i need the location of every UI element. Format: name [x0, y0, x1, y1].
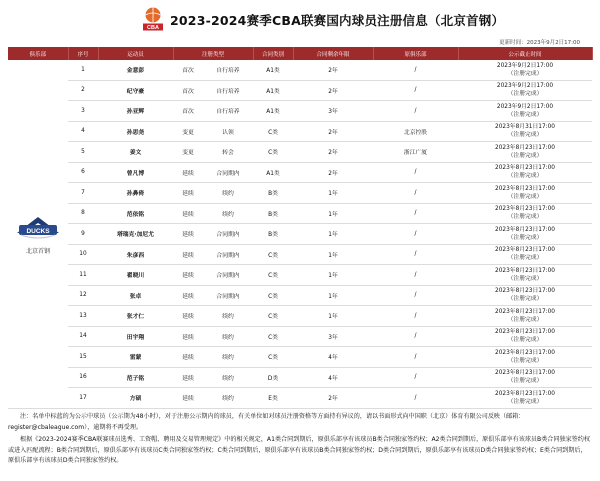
contract-years: 2年	[293, 142, 373, 163]
contract-class: A1类	[253, 60, 293, 80]
contract-years: 3年	[293, 326, 373, 347]
deadline-cell	[458, 60, 592, 80]
registration-type: 变更	[173, 142, 203, 163]
deadline-time: 2023年8月23日17:00	[495, 247, 555, 254]
player-name: 姜文	[98, 142, 173, 163]
table-row	[8, 60, 592, 80]
registration-subtype: 续约	[203, 326, 253, 347]
table-row	[8, 306, 592, 327]
table-row	[8, 265, 592, 286]
col-header-club: 俱乐部	[8, 47, 68, 60]
col-header-prev-club: 原俱乐部	[373, 47, 458, 60]
row-number: 3	[68, 101, 98, 122]
previous-club: /	[373, 244, 458, 265]
note-paragraph: 根据《2023-2024赛季CBA联赛球员选秀、工资帽、聘用及交易管理规定》中的相关规定，A1类合同到期后，原俱乐部享有该球员B类合同独家签约权；A2类合同到期后，原俱乐部享有该球员B类合同独家签约权或进入匹配流程；B类合同到期后，原俱乐部享有该球员C类合同独家签约权；C类合同到期后，原俱乐部享有该球员B类合同独家签约权；D类合同到期后，原俱乐部享有该球员D类合同独家签约权；E类合同到期后，原俱乐部享有该球员D类合同独家签约权。	[8, 436, 590, 465]
registration-subtype: 自行培养	[203, 80, 253, 101]
page-header	[0, 0, 600, 38]
contract-years: 2年	[293, 60, 373, 80]
registration-subtype: 转会	[203, 142, 253, 163]
deadline-cell	[458, 388, 592, 409]
contract-class: C类	[253, 265, 293, 286]
player-name: 雷蒙	[98, 347, 173, 368]
registration-subtype: 合同期内	[203, 244, 253, 265]
deadline-cell	[458, 265, 592, 286]
contract-class: A1类	[253, 162, 293, 183]
table-row	[8, 367, 592, 388]
registration-type: 首次	[173, 60, 203, 80]
deadline-cell	[458, 121, 592, 142]
table-body	[8, 60, 592, 408]
row-number: 11	[68, 265, 98, 286]
registration-status: （注册完成）	[507, 255, 543, 262]
registration-subtype: 续约	[203, 306, 253, 327]
registration-subtype: 自行培养	[203, 60, 253, 80]
contract-class: B类	[253, 224, 293, 245]
ducks-logo-icon	[13, 213, 63, 241]
previous-club: 浙江广厦	[373, 142, 458, 163]
player-name: 张才仁	[98, 306, 173, 327]
player-name: 张卓	[98, 285, 173, 306]
table-row	[8, 101, 592, 122]
player-name: 孙思尧	[98, 121, 173, 142]
player-name: 金意彭	[98, 60, 173, 80]
registration-type: 延续	[173, 224, 203, 245]
contract-years: 2年	[293, 388, 373, 409]
row-number: 9	[68, 224, 98, 245]
contract-class: C类	[253, 306, 293, 327]
registration-status: （注册完成）	[507, 111, 543, 118]
previous-club: /	[373, 285, 458, 306]
registration-type: 首次	[173, 101, 203, 122]
deadline-cell	[458, 285, 592, 306]
contract-years: 1年	[293, 244, 373, 265]
previous-club: /	[373, 183, 458, 204]
deadline-cell	[458, 224, 592, 245]
deadline-time: 2023年8月23日17:00	[495, 329, 555, 336]
row-number: 13	[68, 306, 98, 327]
player-name: 孙鼻倚	[98, 183, 173, 204]
contract-class: C类	[253, 121, 293, 142]
deadline-time: 2023年8月23日17:00	[495, 390, 555, 397]
contract-class: E类	[253, 388, 293, 409]
registration-subtype: 续约	[203, 388, 253, 409]
player-name: 孙亚辉	[98, 101, 173, 122]
registration-type: 首次	[173, 80, 203, 101]
registration-type: 延续	[173, 367, 203, 388]
cba-logo-icon	[143, 6, 163, 32]
previous-club: /	[373, 306, 458, 327]
note-paragraph: 注：名单中标蓝的为公示中球员（公示期为48小时），对于注册公示期内的球员，有关单位如对球员注册资格等方面持有异议的，请以书面形式向中国职（北京）体育有限公司反映（邮箱：register@cbaleague.com），逾期将不再受理。	[8, 413, 525, 431]
deadline-time: 2023年8月23日17:00	[495, 206, 555, 213]
contract-class: C类	[253, 244, 293, 265]
deadline-cell	[458, 183, 592, 204]
previous-club: /	[373, 367, 458, 388]
player-name: 翟晓川	[98, 265, 173, 286]
deadline-time: 2023年8月23日17:00	[495, 308, 555, 315]
table-row	[8, 285, 592, 306]
registration-subtype: 续约	[203, 367, 253, 388]
player-name: 朱彦西	[98, 244, 173, 265]
row-number: 6	[68, 162, 98, 183]
contract-years: 1年	[293, 265, 373, 286]
registration-subtype: 合同期内	[203, 224, 253, 245]
table-row	[8, 347, 592, 368]
registration-type: 延续	[173, 388, 203, 409]
registration-subtype: 认领	[203, 121, 253, 142]
player-name: 纪守豪	[98, 80, 173, 101]
table-row	[8, 388, 592, 409]
deadline-cell	[458, 244, 592, 265]
deadline-cell	[458, 347, 592, 368]
previous-club: /	[373, 162, 458, 183]
player-name: 方硕	[98, 388, 173, 409]
contract-class: D类	[253, 367, 293, 388]
ducks-logo-text: DUCKS	[26, 227, 50, 235]
registration-type: 延续	[173, 306, 203, 327]
deadline-cell	[458, 162, 592, 183]
registration-subtype: 续约	[203, 347, 253, 368]
registration-status: （注册完成）	[507, 214, 543, 221]
contract-years: 2年	[293, 162, 373, 183]
contract-years: 1年	[293, 224, 373, 245]
registration-status: （注册完成）	[507, 173, 543, 180]
registration-status: （注册完成）	[507, 70, 543, 77]
registration-status: （注册完成）	[507, 357, 543, 364]
table-row	[8, 162, 592, 183]
row-number: 8	[68, 203, 98, 224]
registration-status: （注册完成）	[507, 398, 543, 405]
registration-type: 延续	[173, 326, 203, 347]
contract-class: C类	[253, 142, 293, 163]
deadline-time: 2023年8月23日17:00	[495, 370, 555, 377]
registration-status: （注册完成）	[507, 91, 543, 98]
previous-club: /	[373, 388, 458, 409]
notes-section	[8, 412, 592, 469]
contract-years: 2年	[293, 121, 373, 142]
row-number: 1	[68, 60, 98, 80]
deadline-cell	[458, 326, 592, 347]
contract-class: B类	[253, 183, 293, 204]
table-row	[8, 80, 592, 101]
table-row	[8, 224, 592, 245]
club-cell	[8, 60, 68, 408]
registration-subtype: 合同期内	[203, 285, 253, 306]
registration-type: 延续	[173, 183, 203, 204]
col-header-player: 运动员	[98, 47, 173, 60]
contract-years: 1年	[293, 306, 373, 327]
deadline-cell	[458, 80, 592, 101]
contract-class: B类	[253, 203, 293, 224]
row-number: 15	[68, 347, 98, 368]
player-name: 曾凡博	[98, 162, 173, 183]
contract-class: A1类	[253, 101, 293, 122]
table-row	[8, 203, 592, 224]
registration-status: （注册完成）	[507, 337, 543, 344]
table-header-row	[8, 47, 592, 60]
registration-status: （注册完成）	[507, 316, 543, 323]
col-header-deadline: 公示截止时间	[458, 47, 592, 60]
deadline-time: 2023年8月23日17:00	[495, 185, 555, 192]
contract-years: 4年	[293, 347, 373, 368]
deadline-time: 2023年9月2日17:00	[496, 103, 554, 110]
col-header-no: 序号	[68, 47, 98, 60]
registration-type: 延续	[173, 203, 203, 224]
contract-class: C类	[253, 347, 293, 368]
row-number: 17	[68, 388, 98, 409]
previous-club: /	[373, 326, 458, 347]
registration-type: 延续	[173, 244, 203, 265]
deadline-cell	[458, 142, 592, 163]
registration-status: （注册完成）	[507, 378, 543, 385]
deadline-cell	[458, 101, 592, 122]
registration-subtype: 合同期内	[203, 162, 253, 183]
deadline-cell	[458, 367, 592, 388]
contract-years: 1年	[293, 203, 373, 224]
registration-subtype: 续约	[203, 183, 253, 204]
deadline-time: 2023年8月23日17:00	[495, 288, 555, 295]
previous-club: /	[373, 265, 458, 286]
col-header-contract: 合同类别	[253, 47, 293, 60]
table-row	[8, 183, 592, 204]
registration-status: （注册完成）	[507, 152, 543, 159]
previous-club: /	[373, 101, 458, 122]
row-number: 10	[68, 244, 98, 265]
player-name: 塔瑞克·加尼尤	[98, 224, 173, 245]
row-number: 5	[68, 142, 98, 163]
deadline-time: 2023年9月2日17:00	[496, 62, 554, 69]
col-header-type: 注册类型	[173, 47, 253, 60]
registration-status: （注册完成）	[507, 193, 543, 200]
registration-type: 延续	[173, 347, 203, 368]
contract-class: A1类	[253, 80, 293, 101]
deadline-cell	[458, 306, 592, 327]
contract-years: 2年	[293, 80, 373, 101]
registration-subtype: 合同期内	[203, 265, 253, 286]
table-row	[8, 121, 592, 142]
deadline-time: 2023年8月23日17:00	[495, 349, 555, 356]
player-name: 田宇翔	[98, 326, 173, 347]
deadline-time: 2023年9月2日17:00	[496, 83, 554, 90]
row-number: 12	[68, 285, 98, 306]
previous-club: /	[373, 203, 458, 224]
svg-text:CBA: CBA	[147, 25, 159, 31]
deadline-time: 2023年8月23日17:00	[495, 226, 555, 233]
player-name: 范子铭	[98, 367, 173, 388]
contract-years: 1年	[293, 183, 373, 204]
registration-subtype: 续约	[203, 203, 253, 224]
deadline-time: 2023年8月31日17:00	[495, 124, 555, 131]
deadline-cell	[458, 203, 592, 224]
previous-club: /	[373, 224, 458, 245]
registration-status: （注册完成）	[507, 132, 543, 139]
table-row	[8, 142, 592, 163]
row-number: 16	[68, 367, 98, 388]
registration-status: （注册完成）	[507, 296, 543, 303]
contract-years: 4年	[293, 367, 373, 388]
previous-club: 北京控股	[373, 121, 458, 142]
table-row	[8, 244, 592, 265]
registration-type: 延续	[173, 265, 203, 286]
row-number: 2	[68, 80, 98, 101]
deadline-time: 2023年8月23日17:00	[495, 144, 555, 151]
registration-status: （注册完成）	[507, 234, 543, 241]
deadline-time: 2023年8月23日17:00	[495, 165, 555, 172]
update-time: 更新时间：2023年9月2日17:00	[499, 40, 580, 46]
contract-class: C类	[253, 285, 293, 306]
registration-type: 变更	[173, 121, 203, 142]
row-number: 4	[68, 121, 98, 142]
table-row	[8, 326, 592, 347]
previous-club: /	[373, 80, 458, 101]
col-header-years: 合同剩余年限	[293, 47, 373, 60]
row-number: 7	[68, 183, 98, 204]
page-title: 2023-2024赛季CBA联赛国内球员注册信息（北京首钢）	[170, 13, 505, 28]
club-name: 北京首钢	[25, 247, 50, 255]
deadline-time: 2023年8月23日17:00	[495, 267, 555, 274]
contract-class: C类	[253, 326, 293, 347]
player-name: 范依铭	[98, 203, 173, 224]
registration-type: 延续	[173, 285, 203, 306]
registration-subtype: 自行培养	[203, 101, 253, 122]
previous-club: /	[373, 347, 458, 368]
registration-type: 延续	[173, 162, 203, 183]
registration-table	[8, 47, 593, 409]
row-number: 14	[68, 326, 98, 347]
contract-years: 3年	[293, 101, 373, 122]
registration-status: （注册完成）	[507, 275, 543, 282]
previous-club: /	[373, 60, 458, 80]
contract-years: 1年	[293, 285, 373, 306]
